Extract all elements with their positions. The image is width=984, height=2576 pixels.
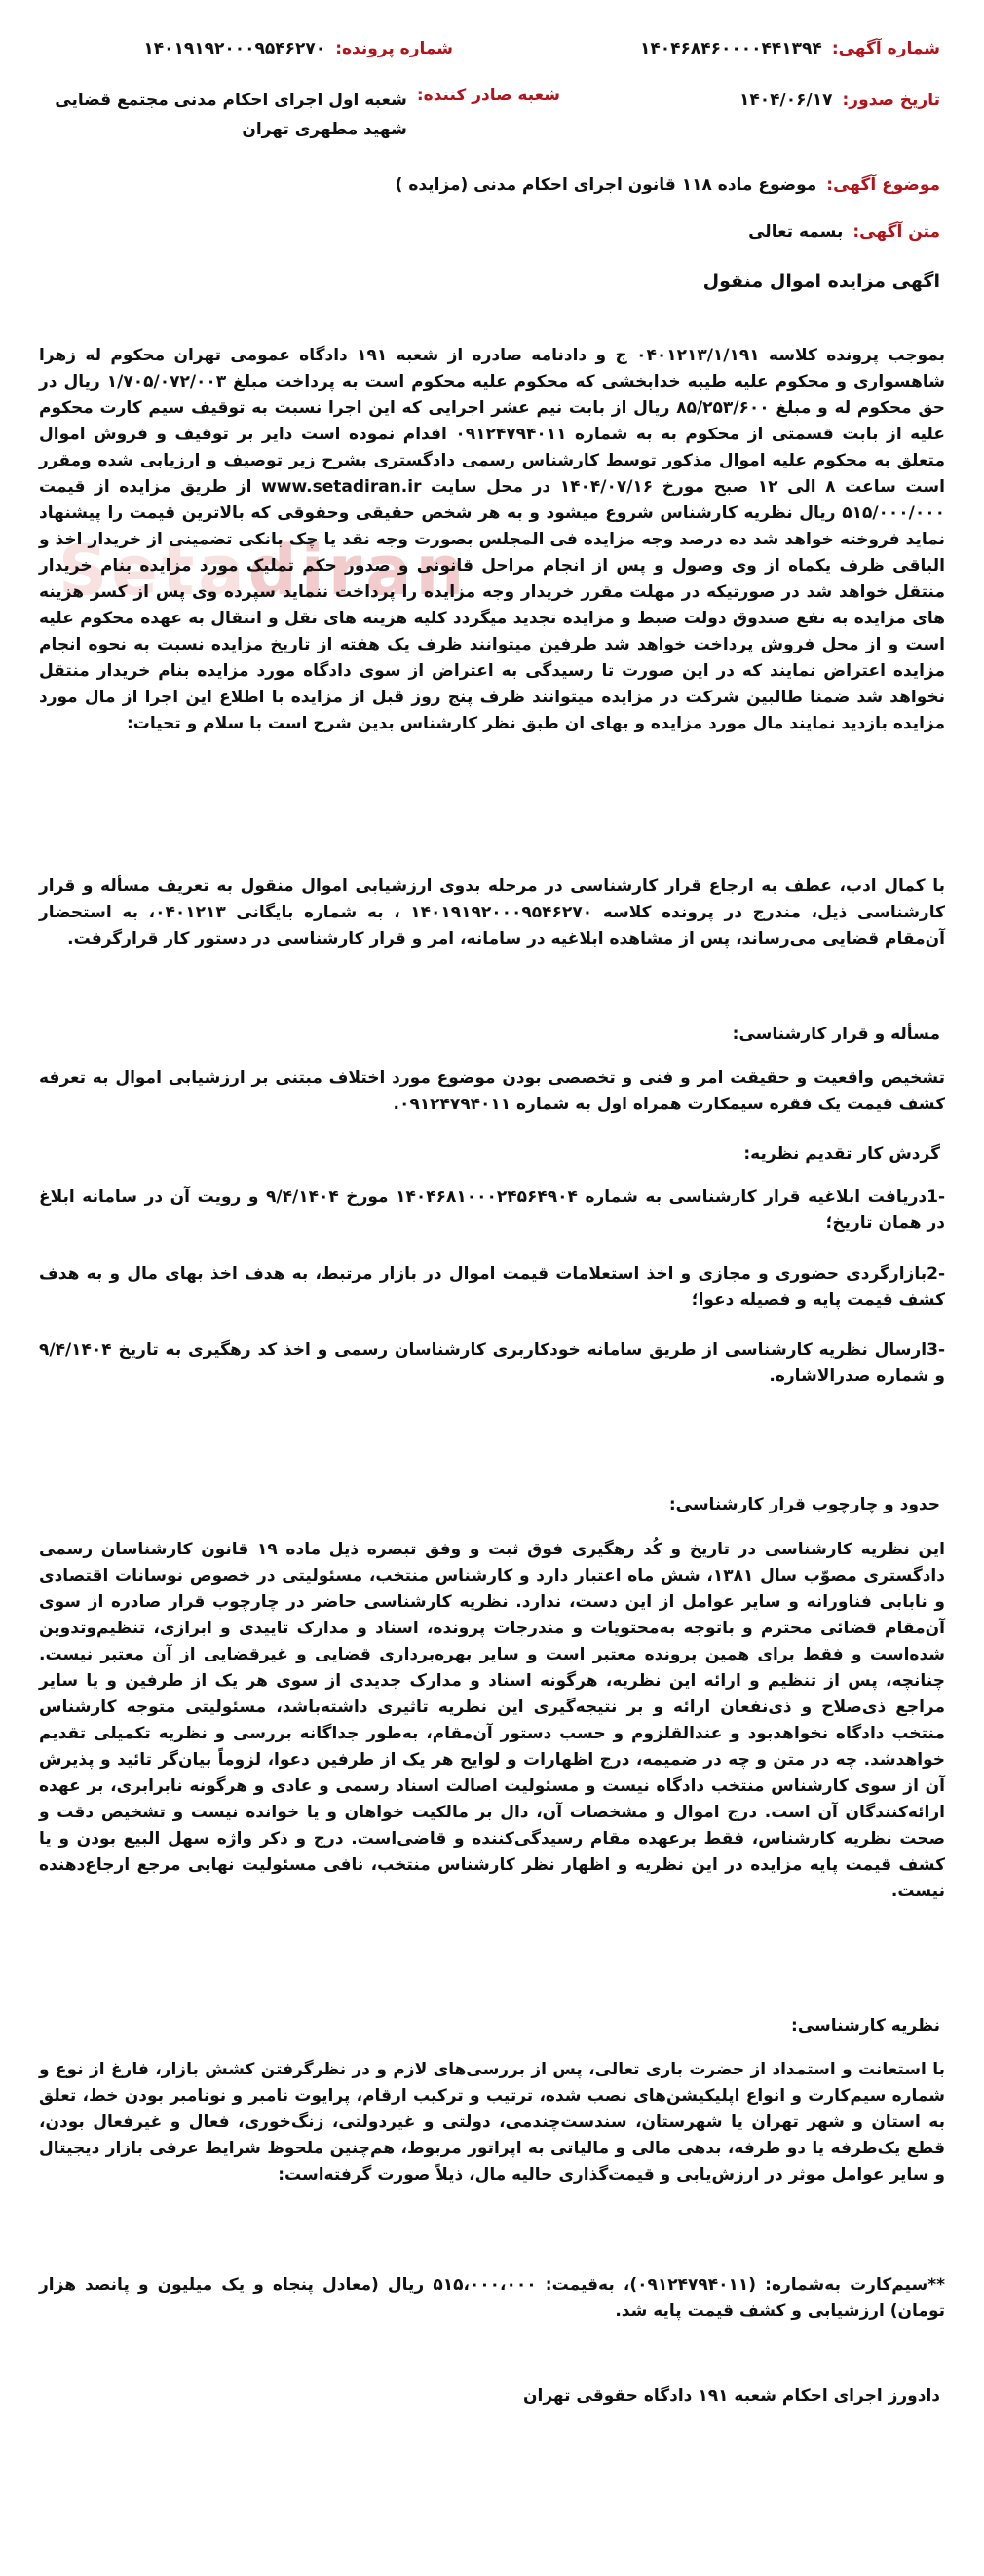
valuation-text: **سیم‌کارت به‌شماره: (۰۹۱۲۴۷۹۴۰۱۱)، به‌قیمت: ۵۱۵،۰۰۰،۰۰۰ ریال (معادل پنجاه و یک میلیون و پانصد هزار تومان) ارزشیابی و کشف قیمت پایه شد. xyxy=(39,2275,945,2321)
issuing-branch-row xyxy=(54,86,560,144)
workflow-item-1: -1دریافت ابلاغیه قرار کارشناسی به شماره ۱۴۰۴۶۸۱۰۰۰۲۴۵۶۴۹۰۴ مورخ ۹/۴/۱۴۰۴ و رویت آن در سامانه ابلاغ در همان تاریخ؛ xyxy=(39,1187,946,1233)
limits-text: این نظریه کارشناسی در تاریخ و کُد رهگیری فوق ثبت و وفق تبصره ذیل ماده ۱۹ قانون کارشناسان رسمی دادگستری مصوّب سال ۱۳۸۱، شش ماه اعتبار دارد و کارشناس منتخب، مسئولیتی در خصوص نوسانات اقتصادی و نابابی فناورانه و سایر عوامل از این دست، ندارد. نظریه کارشناسی حاضر در چارچوب قرار صادره از سوی آن‌مقام قضائی محترم و باتوجه به‌محتویات و مندرجات پرونده، اسناد و مدارک تاییدی و ابرازی، تنظیم‌وتدوین شده‌است و فقط برای همین پرونده معتبر است و سایر بهره‌برداری قضایی و غیرقضایی از آن معتبر نیست. چنانچه، پس از تنظیم و ارائه این نظریه، هرگونه اسناد و مدارک جدیدی از سوی هر یک از طرفین و یا سایر مراجع ذی‌صلاح و ذی‌نفعان ارائه و بر نتیجه‌گیری این نظریه تاثیری داشته‌باشد، مسئولیتی متوجه کارشناس منتخب دادگاه نخواهدبود و عندالقلزوم و حسب دستور آن‌مقام، به‌طور جداگانه بررسی و نظریه تکمیلی تقدیم خواهدشد. چه در متن و چه در ضمیمه، درج اظهارات و لوایح هر یک از طرفین دعوا، لزوماً بیان‌گر تائید و پذیرش آن از سوی کارشناس منتخب دادگاه نیست و مسئولیت اصالت اسناد رسمی و عادی و هرگونه نابرابری، بر عهده ارائه‌کنندگان آن است. درج اموال و مشخصات آن، دال بر مالکیت خواهان و یا خوانده نیست و تشخیص دقت و صحت نظریه کارشناس، فقط برعهده مقام رسیدگی‌کننده و قاضی‌است. درج و ذکر واژه سهل البیع بودن و یا کشف قیمت پایه مزایده در این نظریه و اظهار نظر کارشناس منتخب، نافی مسئولیت نهایی مرجع ارجاع‌دهنده نیست. xyxy=(39,1540,945,1901)
problem-heading: مسأله و قرار کارشناسی: xyxy=(732,1025,940,1044)
limits-heading: حدود و چارچوب قرار کارشناسی: xyxy=(668,1495,940,1514)
issue-date-label: تاریخ صدور: xyxy=(842,91,940,110)
case-number-label: شماره پرونده: xyxy=(335,39,453,58)
workflow-item-2: -2بازارگردی حضوری و مجازی و اخذ استعلامات قیمت اموال در بازار مرتبط، به هدف اخذ بهای مال و به هدف کشف قیمت پایه و فصیله دعوا؛ xyxy=(39,1264,945,1310)
document-title: اگهی مزایده اموال منقول xyxy=(702,271,940,292)
issue-date: ۱۴۰۴/۰۶/۱۷ xyxy=(739,91,833,110)
case-number: ۱۴۰۱۹۱۹۲۰۰۰۹۵۴۶۲۷۰ xyxy=(143,39,326,58)
issue-date-row xyxy=(739,91,940,110)
case-number-row xyxy=(143,39,453,58)
basmala: بسمه تعالی xyxy=(748,222,844,242)
opinion-text: با استعانت و استمداد از حضرت باری تعالی، پس از بررسی‌های لازم و در نظرگرفتن کشش بازار، فارغ از نوع و شماره سیم‌کارت و انواع اپلیکیشن‌های نصب شده، ترتیب و ترکیب ارقام، پرایوت نامبر و نونامبر بودن خط، تعلق به استان و شهر تهران یا شهرستان، سندست‌چندمی، دولتی و غیردولتی، زنگ‌خوری، فعال و غیرفعال بودن، قطع یک‌طرفه یا دو طرفه، بدهی مالی و مالیاتی به اپراتور مربوط، هم‌چنین ملحوظ شرایط عرفی بازار دیجیتال و سایر عوامل موثر در ارزش‌یابی و قیمت‌گذاری حالیه مال، ذیلاً صورت گرفته‌است: xyxy=(39,2060,945,2184)
problem-text: تشخیص واقعیت و حقیقت امر و فنی و تخصصی بودن موضوع مورد اختلاف مبتنی بر ارزشیابی اموال به تعرفه کشف قیمت یک فقره سیمکارت همراه اول به شماره ۰۹۱۲۴۷۹۴۰۱۱. xyxy=(39,1068,945,1114)
respect-paragraph: با کمال ادب، عطف به ارجاع قرار کارشناسی در مرحله بدوی ارزشیابی اموال منقول به تعریف مسأله و قرار کارشناسی ذیل، مندرج در پرونده کلاسه ۱۴۰۱۹۱۹۲۰۰۰۹۵۴۶۲۷۰ ، به شماره بایگانی ۰۴۰۱۲۱۳، به استحضار آن‌مقام قضایی می‌رساند، پس از مشاهده ابلاغیه در سامانه، امر و قرار کارشناسی در دستور کار قرارگرفت. xyxy=(39,877,945,949)
subject: موضوع ماده ۱۱۸ قانون اجرای احکام مدنی (مزایده ) xyxy=(395,175,817,195)
ad-number-label: شماره آگهی: xyxy=(831,39,940,58)
ad-number-row xyxy=(640,39,940,58)
workflow-item-3: -3ارسال نظریه کارشناسی از طریق سامانه خودکاربری کارشناسان رسمی و اخذ کد رهگیری به تاریخ ۹/۴/۱۴۰۴ و شماره صدرالاشاره. xyxy=(39,1340,945,1386)
watermark-part2: diran xyxy=(247,531,469,611)
body-label: متن آگهی: xyxy=(852,222,940,242)
workflow-heading: گردش کار تقدیم نظریه: xyxy=(743,1144,940,1164)
issuing-branch-label: شعبه صادر کننده: xyxy=(416,86,560,105)
opinion-heading: نظریه کارشناسی: xyxy=(791,2016,940,2035)
ad-number: ۱۴۰۴۶۸۴۶۰۰۰۰۴۴۱۳۹۴ xyxy=(640,39,822,58)
watermark-part1: Seta xyxy=(58,531,248,611)
subject-row xyxy=(396,175,940,195)
issuing-branch: شعبه اول اجرای احکام مدنی مجتمع قضایی شهید مطهری تهران xyxy=(55,91,407,139)
intro-paragraph: بموجب پرونده کلاسه ۰۴۰۱۲۱۳/۱/۱۹۱ ج و دادنامه صادره از شعبه ۱۹۱ دادگاه عمومی تهران محکوم له زهرا شاهسواری و محکوم علیه طیبه خدابخشی که محکوم علیه محکوم است به پرداخت مبلغ ۱/۷۰۵/۰۷۲/۰۰۳ ریال در حق محکوم له و مبلغ ۸۵/۲۵۳/۶۰۰ ریال از بابت نیم عشر اجرایی که این اجرا نسبت به توقیف سیم کارت محکوم علیه از بابت قسمتی از محکوم به به شماره ۰۹۱۲۴۷۹۴۰۱۱ اقدام نموده است دایر بر توقیف و فروش اموال متعلق به محکوم علیه اموال مذکور توسط کارشناس رسمی دادگستری بشرح زیر توصیف و ارزیابی شده ومقرر است ساعت ۸ الی ۱۲ صبح مورخ ۱۴۰۴/۰۷/۱۶ در محل سایت www.setadiran.ir از طریق مزایده از قیمت ۵۱۵/۰۰۰/۰۰۰ ریال نظریه کارشناس شروع میشود و به هر شخص حقیقی وحقوقی که بالاترین قیمت را پیشنهاد نماید فروخته خواهد شد ده درصد وجه مزایده فی المجلس بصورت وجه نقد یا چک بانکی تضمینی از خریدار اخذ و الباقی ظرف یکماه از وی وصول و پس از انجام مراحل قانونی و صدور حکم تملیک مورد مزایده بنام خریدار منتقل خواهد شد در صورتیکه در مهلت مقرر خریدار وجه مزایده را پرداخت ننماید سپرده وی پس از کسر هزینه های مزایده به نفع صندوق دولت ضبط و مزایده تجدید میگردد کلیه هزینه های نقل و انتقال به عهده محکوم علیه است و از محل فروش پرداخت خواهد شد طرفین میتوانند ظرف یک هفته از تاریخ مزایده نسبت به نحوه انجام مزایده اعتراض نمایند که در این صورت تا رسیدگی به اعتراض از سوی دادگاه مورد مزایده بنام خریدار منتقل نخواهد شد ضمنا طالبین شرکت در مزایده میتوانند ظرف پنج روز قبل از مزایده با اطلاع این اجرا از مال مورد مزایده بازدید نمایند مال مورد مزایده و بهای ان طبق نظر کارشناس بدین شرح است با سلام و تحیات: xyxy=(39,346,946,733)
signature: دادورز اجرای احکام شعبه ۱۹۱ دادگاه حقوقی تهران xyxy=(522,2386,940,2406)
body-label-row xyxy=(748,222,940,242)
subject-label: موضوع آگهی: xyxy=(826,175,940,195)
